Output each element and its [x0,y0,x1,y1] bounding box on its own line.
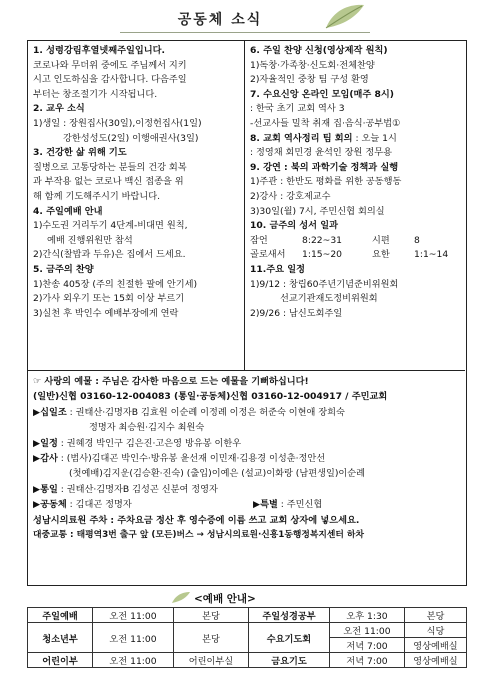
table-cell: 영상예배실 [405,638,467,653]
title-underline [120,6,370,33]
table-cell: 본당 [174,608,249,623]
section-3-line: 과 부작용 없는 코로나 백신 접종을 위 [33,176,184,188]
tithe-label: ▶십일조 [33,406,67,418]
table-cell: 금요기도 [249,653,330,668]
table-cell: 오전 11:00 [93,623,174,653]
offering-accounts: (일반)신협 03160-12-004083 (통일·공동체)신협 03160-12-004917 / 주민교회 [33,391,388,403]
reading-verse: 1:1~14 [414,249,449,261]
community-names: : 김대곤 정명자 [66,499,132,511]
table-cell: 저녁 7:00 [330,638,405,653]
table-cell: 수요기도회 [249,623,330,653]
section-6-line: 1)독창·가족창·신도회·전체찬양 [250,59,375,71]
offering-tithe-row-2: 정명자 최승원·김지수 최원숙 [89,422,205,434]
section-7-line: -선교사들 밀착 취재 집·음식·공부법① [250,117,401,129]
table-row [28,608,467,623]
community-label: ▶공동체 [33,499,67,511]
table-cell: 주일예배 [28,608,93,623]
transit-notice: 대중교통 : 태평역3번 출구 앞 (모든)버스 → 성남시의료원·신흥1동행정복지센터 하차 [33,530,364,541]
special-label: ▶특별 [253,499,278,511]
table-cell: 식당 [405,623,467,638]
table-cell: 본당 [405,608,467,623]
section-7-heading: 7. 수요신앙 온라인 모임(매주 8시) [250,88,394,100]
worship-schedule-table [27,607,467,668]
leaf-decoration-icon [322,2,366,32]
table-cell: 본당 [174,623,249,653]
section-3-line: 해 함께 기도해주시기 바랍니다. [33,190,161,202]
section-2-heading: 2. 교우 소식 [33,103,85,115]
section-2-line: 강한성성도(2일) 이행애권사(3일) [63,132,199,144]
reading-verse: 8:22~31 [302,234,343,246]
section-6-heading: 6. 주일 찬양 신청(영상제작 원칙) [250,45,388,56]
section-6-line: 2)자율적인 중창 팀 구성 환영 [250,74,369,86]
section-1-heading: 1. 성령강림후열넷째주일입니다. [33,45,165,56]
offering-thanks-row-2: (첫예배)김지운(김승환·진숙) (출입)이예은 (설교)이화랑 (남편생일)이순례 [69,468,366,480]
right-column [245,41,465,370]
worship-title: <예배 안내> [194,593,256,605]
offering-section [28,371,465,546]
table-row [28,653,467,668]
section-8-heading-row [250,132,460,147]
table-cell: 영상예배실 [405,653,467,668]
table-cell: 청소년부 [28,623,93,653]
section-5-line: 3)실천 후 박인수 예배부장에게 연락 [33,307,179,319]
thanks-label: ▶감사 [33,453,58,465]
section-2-line: 1)생일 : 장원집사(30일),이정헌집사(1일) [33,117,202,129]
section-4-line: 1)수도권 거리두기 4단계-비대면 원칙, [33,220,188,232]
special-names: : 주민신협 [277,499,323,511]
section-11-line: 2)9/26 : 남신도회주일 [250,307,343,319]
section-9-line: 2)강사 : 강호제교수 [250,190,331,202]
regular-label: ▶일정 [33,437,58,449]
section-11-line: 선교기관재도정비위원회 [280,293,378,305]
section-5-heading: 5. 금주의 찬양 [33,263,94,275]
offering-thanks-row [33,451,460,466]
reading-verse: 8 [414,234,420,246]
reading-book: 시편 [372,234,390,246]
section-4-line: 예배 진행위원만 참석 [47,234,133,246]
reading-book: 잠언 [250,234,268,246]
unification-label: ▶통일 [33,483,58,495]
offering-headline: ☞ 사랑의 예물 : 주님은 감사한 마음으로 드는 예물을 기뻐하십니다! [33,376,309,387]
section-8-time: : 오늘 1시 [355,132,397,144]
section-1-line: 부터는 창조절기가 시작됩니다. [33,88,158,100]
offering-unification-row [33,482,460,497]
left-column [28,41,245,370]
section-1-line: 코로나와 무더위 중에도 주님께서 지키 [33,59,187,71]
news-box [27,40,467,586]
table-row [28,623,467,638]
section-8-line: : 정영채 회민경 윤석인 장원 정무용 [250,147,392,159]
offering-tithe-row [33,405,460,420]
thanks-names: : (범사)김대곤 박인수·방유봉 윤선재 이민재·김용경 이성춘·정안선 [57,453,326,465]
reading-book: 골로새서 [250,249,286,261]
section-1-line: 시고 인도하심을 감사합니다. 다음주일 [33,74,187,86]
section-9-line: 1)주관 : 한반도 평화를 위한 공동행동 [250,176,402,188]
bulletin-header [0,0,488,40]
section-7-line: : 한국 초기 교회 역사 3 [250,103,345,115]
section-11-line: 1)9/12 : 창립60주년기념준비위원회 [250,278,399,290]
section-4-line: 2)간식(찰밥과 두유)은 집에서 드세요. [33,249,186,261]
table-cell: 주일성경공부 [249,608,330,623]
page-title: 공동체 소식 [177,12,263,28]
table-cell: 오후 1:30 [330,608,405,623]
section-4-heading: 4. 주일예배 안내 [33,205,103,217]
section-11-heading: 11.주요 일정 [250,263,305,275]
offering-regular-row [33,436,460,451]
regular-names: : 권혜경 박인구 김은진·고은영 방유봉 이한우 [57,437,242,449]
table-cell: 오전 11:00 [93,653,174,668]
tithe-names: : 권태산·김명자B 김효원 이순례 이정례 이정은 허준숙 이현애 장희숙 [66,406,345,418]
section-5-line: 2)가사 외우기 또는 15회 이상 부르기 [33,293,185,305]
reading-row [250,248,460,263]
reading-verse: 1:15~20 [302,249,343,261]
section-9-line: 3)30일(월) 7시, 주민신협 회의실 [250,205,385,217]
table-cell: 오전 11:00 [93,608,174,623]
section-10-heading: 10. 금주의 성서 일과 [250,220,338,232]
section-3-line: 질병으로 고통당하는 분들의 건강 회복 [33,161,187,173]
worship-title-row [0,589,488,607]
section-5-line: 1)찬송 405장 (주의 친절한 팔에 안기세) [33,278,198,290]
parking-notice: 성남시의료원 주차 : 주차요금 정산 후 영수증에 이름 쓰고 교회 상자에 넣으세요. [33,514,360,526]
table-cell: 어린이부실 [174,653,249,668]
unification-names: : 권태산·김명자B 김성곤 신분여 정영자 [57,483,218,495]
section-3-heading: 3. 건강한 삶 위해 기도 [33,147,127,159]
table-cell: 어린이부 [28,653,93,668]
section-9-heading: 9. 강연 : 북의 과학기술 정책과 실행 [250,161,399,173]
reading-book: 요한 [372,249,390,261]
section-8-heading: 8. 교회 역사정리 팀 회의 [250,132,353,144]
leaf-decoration-icon [170,591,192,605]
reading-row [250,234,460,249]
table-cell: 오전 11:00 [330,623,405,638]
table-cell: 저녁 7:00 [330,653,405,668]
offering-community-row [33,497,460,512]
